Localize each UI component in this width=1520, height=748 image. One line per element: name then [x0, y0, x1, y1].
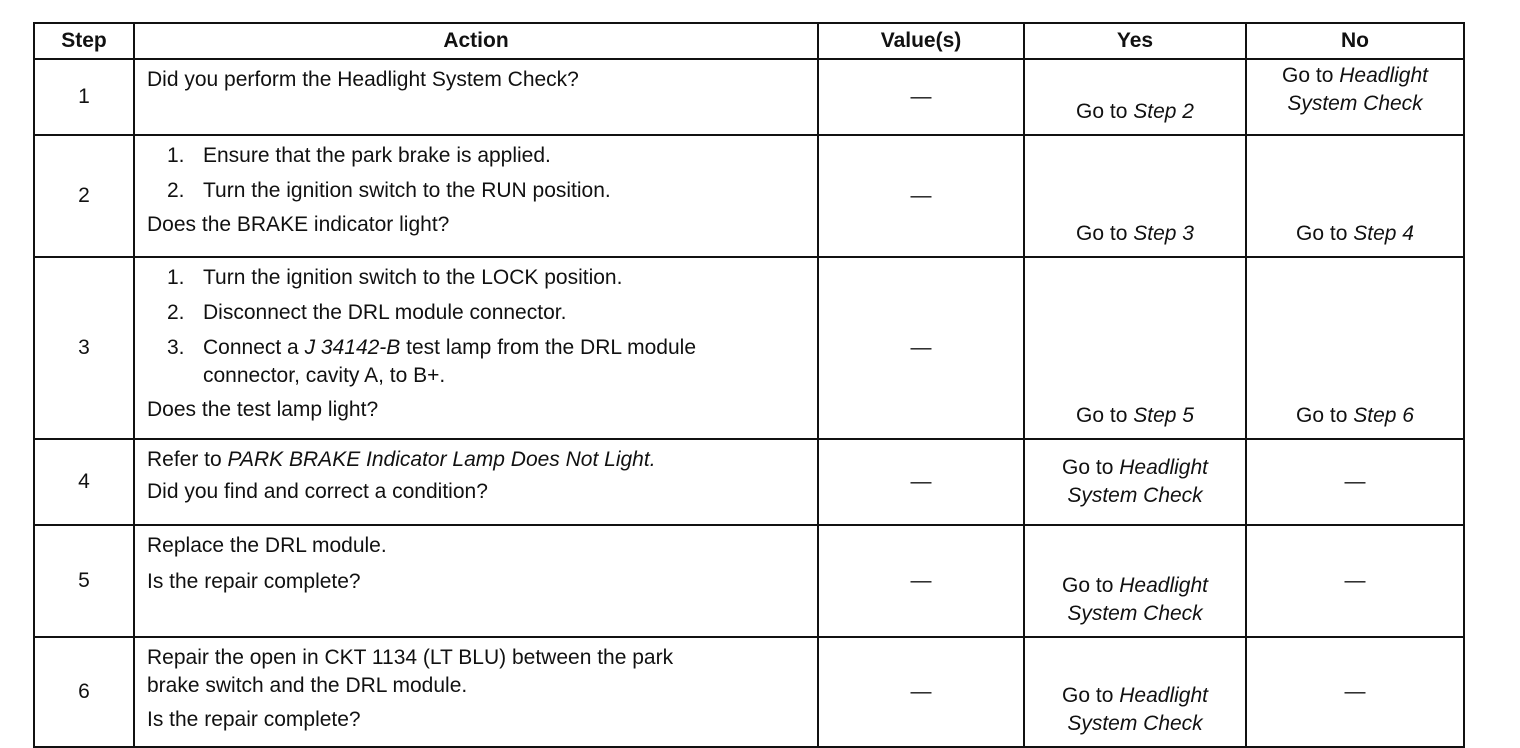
no-cell: [1246, 135, 1464, 257]
action-text: brake switch and the DRL module.: [147, 674, 468, 697]
action-text: Replace the DRL module.: [147, 534, 387, 557]
action-cell: [134, 257, 818, 439]
yes-cell: [1024, 525, 1246, 637]
goto-prefix: Go to: [1282, 64, 1334, 87]
action-item: 2. Turn the ignition switch to the RUN position.: [167, 179, 611, 202]
goto-target-cont: System Check: [1067, 602, 1203, 625]
header-step: Step: [34, 23, 134, 59]
goto-prefix: Go to: [1076, 100, 1128, 123]
table-row: [34, 135, 1464, 257]
action-item: 1. Ensure that the park brake is applied.: [167, 144, 551, 167]
no-cell: [1246, 59, 1464, 135]
action-steps: [147, 142, 807, 205]
action-item: 3. Connect a J 34142-B test lamp from the DRL module connector, cavity A, to B+.: [167, 336, 696, 387]
action-steps: [147, 264, 807, 390]
action-question: Is the repair complete?: [147, 570, 361, 593]
goto-target: Headlight: [1119, 456, 1208, 479]
step-number: 2: [34, 135, 134, 257]
header-row: [34, 23, 1464, 59]
step-number: 3: [34, 257, 134, 439]
action-item: 2. Disconnect the DRL module connector.: [167, 301, 567, 324]
action-cell: [134, 135, 818, 257]
goto-target: Step 4: [1353, 222, 1414, 245]
goto-target: Step 3: [1133, 222, 1194, 245]
header-no: No: [1246, 23, 1464, 59]
action-cell: [134, 637, 818, 747]
yes-cell: [1024, 637, 1246, 747]
goto-target: Headlight: [1119, 574, 1208, 597]
table-row: [34, 525, 1464, 637]
diagnostic-table: [33, 22, 1465, 748]
table-row: [34, 637, 1464, 747]
step-number: 4: [34, 439, 134, 525]
goto-prefix: Go to: [1062, 574, 1114, 597]
goto-prefix: Go to: [1062, 684, 1114, 707]
tool-number: J 34142-B: [304, 336, 401, 359]
yes-cell: [1024, 257, 1246, 439]
action-cell: [134, 525, 818, 637]
step-number: 1: [34, 59, 134, 135]
goto-target: Step 2: [1133, 100, 1194, 123]
yes-cell: [1024, 59, 1246, 135]
value-dash: —: [818, 257, 1024, 439]
action-question: Did you find and correct a condition?: [147, 480, 488, 503]
goto-target-cont: System Check: [1067, 484, 1203, 507]
no-dash: —: [1246, 637, 1464, 747]
no-dash: —: [1246, 439, 1464, 525]
no-dash: —: [1246, 525, 1464, 637]
value-dash: —: [818, 135, 1024, 257]
action-text: Repair the open in CKT 1134 (LT BLU) between the park: [147, 646, 674, 669]
table-row: [34, 439, 1464, 525]
action-item: 1. Turn the ignition switch to the LOCK position.: [167, 266, 623, 289]
goto-prefix: Go to: [1062, 456, 1114, 479]
header-action: Action: [134, 23, 818, 59]
goto-prefix: Go to: [1076, 222, 1128, 245]
value-dash: —: [818, 525, 1024, 637]
goto-target: Step 5: [1133, 404, 1194, 427]
goto-prefix: Go to: [1296, 404, 1348, 427]
action-question: Does the BRAKE indicator light?: [147, 213, 450, 236]
header-yes: Yes: [1024, 23, 1246, 59]
header-values: Value(s): [818, 23, 1024, 59]
value-dash: —: [818, 637, 1024, 747]
table-row: [34, 257, 1464, 439]
action-cell: [134, 439, 818, 525]
action-cell: [134, 59, 818, 135]
action-question: Is the repair complete?: [147, 708, 361, 731]
goto-target-cont: System Check: [1067, 712, 1203, 735]
action-refer: Refer to PARK BRAKE Indicator Lamp Does Not Light.: [147, 448, 656, 471]
goto-target-cont: System Check: [1287, 92, 1423, 115]
goto-target: Step 6: [1353, 404, 1414, 427]
value-dash: —: [818, 59, 1024, 135]
goto-prefix: Go to: [1076, 404, 1128, 427]
table-row: [34, 59, 1464, 135]
yes-cell: [1024, 439, 1246, 525]
action-question: Does the test lamp light?: [147, 398, 379, 421]
goto-prefix: Go to: [1296, 222, 1348, 245]
value-dash: —: [818, 439, 1024, 525]
step-number: 5: [34, 525, 134, 637]
goto-target: Headlight: [1119, 684, 1208, 707]
goto-target: Headlight: [1339, 64, 1428, 87]
step-number: 6: [34, 637, 134, 747]
yes-cell: [1024, 135, 1246, 257]
no-cell: [1246, 257, 1464, 439]
action-question: Did you perform the Headlight System Check?: [147, 68, 579, 91]
